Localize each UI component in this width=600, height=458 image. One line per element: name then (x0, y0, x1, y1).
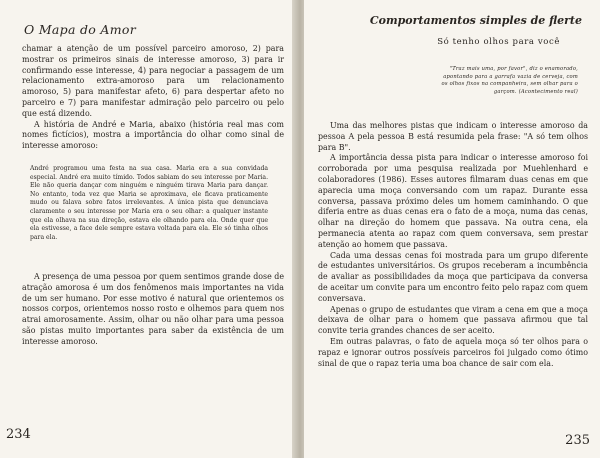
paragraph: Uma das melhores pistas que indicam o interesse amoroso da pessoa A pela pessoa B está resumida pela frase: "A só tem olhos para B". (318, 121, 588, 152)
paragraph: Apenas o grupo de estudantes que viram a cena em que a moça deixava de olhar para o homem que passava afirmou que tal convite teria grandes chances de ser aceito. (318, 304, 588, 336)
paragraph: Cada uma dessas cenas foi mostrada para um grupo diferente de estudantes universitários. Os grupos receberam a incumbência de avaliar as possibilidades da moça que participava da conversa de aceitar um convite para um encontro feito pelo rapaz com quem conversava. (318, 250, 588, 303)
running-head-left: O Mapa do Amor (24, 22, 136, 37)
running-head-right: Comportamentos simples de flerte (369, 14, 582, 27)
paragraph: chamar a atenção de um possível parceiro amoroso, 2) para mostrar os primeiros sinais de interesse amoroso, 3) para ir confirmando esse interesse, 4) para negociar a passagem de um relacionamento extra-amoroso para um relacionamento amoroso, 5) para manifestar afeto, 6) para despertar afeto no parceiro e 7) para manifestar admiração pelo parceiro ou pelo que está dizendo. (22, 44, 284, 118)
epigraph: "Traz mais uma, por favor", diz o enamorado, apontando para a garrafa vazia de cerveja, com os olhos fixos na companheira, sem olhar para o garçom. (Acontecimento real) (441, 66, 578, 95)
left-body-bottom (22, 272, 284, 348)
left-page (0, 0, 296, 458)
right-body (318, 121, 588, 369)
paragraph: A presença de uma pessoa por quem sentimos grande dose de atração amorosa é um dos fenômenos mais importantes na vida de um ser humano. Por esse motivo é natural que orientemos os nossos corpos, orientemos nosso rosto e olhemos para quem nos atrai amorosamente. Assim, olhar ou não olhar para uma pessoa são pistas muito importantes para saber da existência de um interesse amoroso. (22, 272, 284, 346)
left-body-top (22, 44, 284, 152)
paragraph: Em outras palavras, o fato de aquela moça só ter olhos para o rapaz e ignorar outros possíveis parceiros foi julgado como ótimo sinal de que o rapaz teria uma boa chance de sair com ela. (318, 336, 588, 368)
section-title: Só tenho olhos para você (437, 37, 560, 47)
story-box: André programou uma festa na sua casa. Maria era a sua convidada especial. André era muito tímido. Todos sabiam do seu interesse por Maria. Ele não queria dançar com ninguém e ninguém tirava Maria para dançar. No entanto, toda vez que Maria se aproximava, ele ficava praticamente mudo ou falava sobre fatos irrelevantes. A única pista que denunciava claramente o seu interesse por Maria era o seu olhar: a qualquer instante que ela olhava na sua direção, estava ele olhando para ela. Onde quer que ela estivesse, a face dele sempre estava voltada para ela. Ele só tinha olhos para ela. (30, 165, 268, 241)
paragraph: A história de André e Maria, abaixo (história real mas com nomes fictícios), mostra a importância do olhar como sinal de interesse amoroso: (22, 119, 284, 151)
page-number-left: 234 (6, 427, 31, 442)
right-page (304, 0, 600, 458)
page-number-right: 235 (565, 433, 590, 448)
paragraph: A importância dessa pista para indicar o interesse amoroso foi corroborada por uma pesquisa realizada por Muehlenhard e colaboradores (1986). Esses autores filmaram duas cenas em que aparecia uma moça conversando com um rapaz. Durante essa conversa, passava próximo deles um homem caminhando. O que diferia entre as duas cenas era o fato de a moça, numa das cenas, olhar na direção do homem que passava. Na outra cena, ela permanecia atenta ao rapaz com quem conversava, sem prestar atenção ao homem que passava. (318, 153, 588, 249)
